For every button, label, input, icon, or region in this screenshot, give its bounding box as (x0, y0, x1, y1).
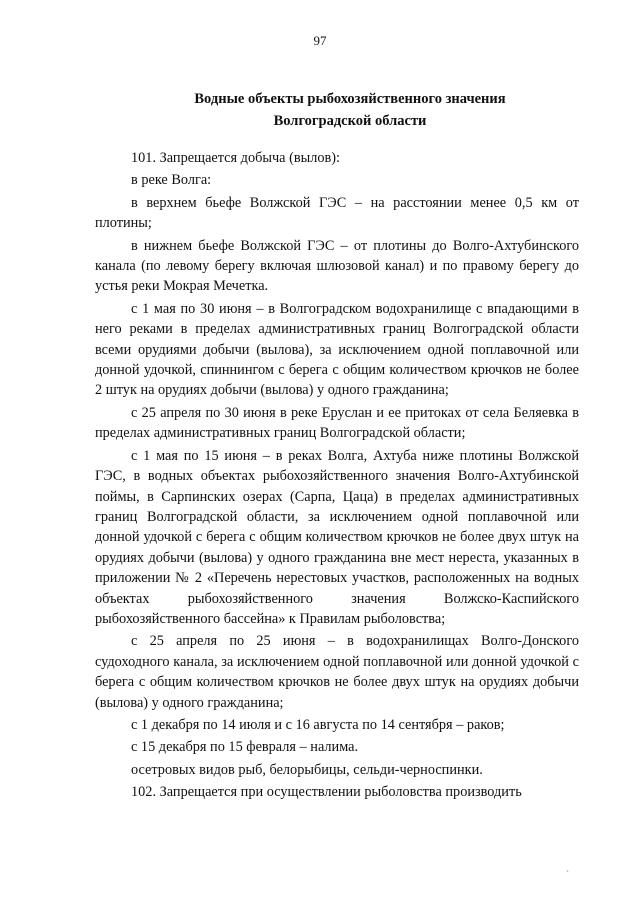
heading-line-1: Водные объекты рыбохозяйственного значения (194, 91, 506, 107)
scan-mark: ˏ (566, 862, 569, 872)
heading-line-2: Волгоградской области (273, 113, 427, 129)
paragraph: 101. Запрещается добыча (вылов): (131, 150, 340, 166)
section-heading (60, 88, 640, 132)
page-number: 97 (313, 33, 327, 48)
paragraph: в верхнем бьефе Волжской ГЭС – на расстоянии менее 0,5 км от плотины; (95, 194, 579, 232)
paragraph: с 1 мая по 30 июня – в Волгоградском водохранилище с впадающими в него реками в пределах административных границ Волгоградской области всеми орудиями добычи (вылова), за исключением одной поплавочной или донной удочкой, спиннингом с берега с общим количеством крючков не более 2 штук на орудиях добычи (вылова) у одного гражданина; (95, 300, 579, 399)
document-body (95, 148, 579, 805)
paragraph: с 15 декабря по 15 февраля – налима. (131, 739, 359, 756)
paragraph: в нижнем бьефе Волжской ГЭС – от плотины до Волго-Ахтубинского канала (по левому берегу включая шлюзовой канал) и по правому берегу до устья реки Мокрая Мечетка. (95, 237, 579, 295)
paragraph: в реке Волга: (131, 172, 212, 189)
paragraph: 102. Запрещается при осуществлении рыболовства производить (131, 784, 522, 801)
paragraph: с 25 апреля по 25 июня – в водохранилищах Волго-Донского судоходного канала, за исключением одной поплавочной или донной удочкой с берега с общим количеством крючков не более двух штук на орудиях добычи (вылова) у одного гражданина; (95, 633, 579, 711)
paragraph: осетровых видов рыб, белорыбицы, сельди-черноспинки. (131, 761, 483, 778)
paragraph: с 1 декабря по 14 июля и с 16 августа по 14 сентября – раков; (131, 716, 505, 733)
paragraph: с 25 апреля по 30 июня в реке Еруслан и ее притоках от села Беляевка в пределах административных границ Волгоградской области; (95, 404, 579, 442)
paragraph: с 1 мая по 15 июня – в реках Волга, Ахтуба ниже плотины Волжской ГЭС, в водных объектах рыбохозяйственного значения Волго-Ахтубинской поймы, в Сарпинских озерах (Сарпа, Цаца) в пределах административных границ Волгоградской области, за исключением одной поплавочной или донной удочкой с берега с общим количеством крючков не более двух штук на орудиях добычи (вылова) у одного гражданина вне мест нереста, указанных в приложении № 2 «Перечень нерестовых участков, расположенных на водных объектах рыбохозяйственного значения Волжско-Каспийского рыбохозяйственного бассейна» к Правилам рыболовства; (95, 447, 579, 627)
